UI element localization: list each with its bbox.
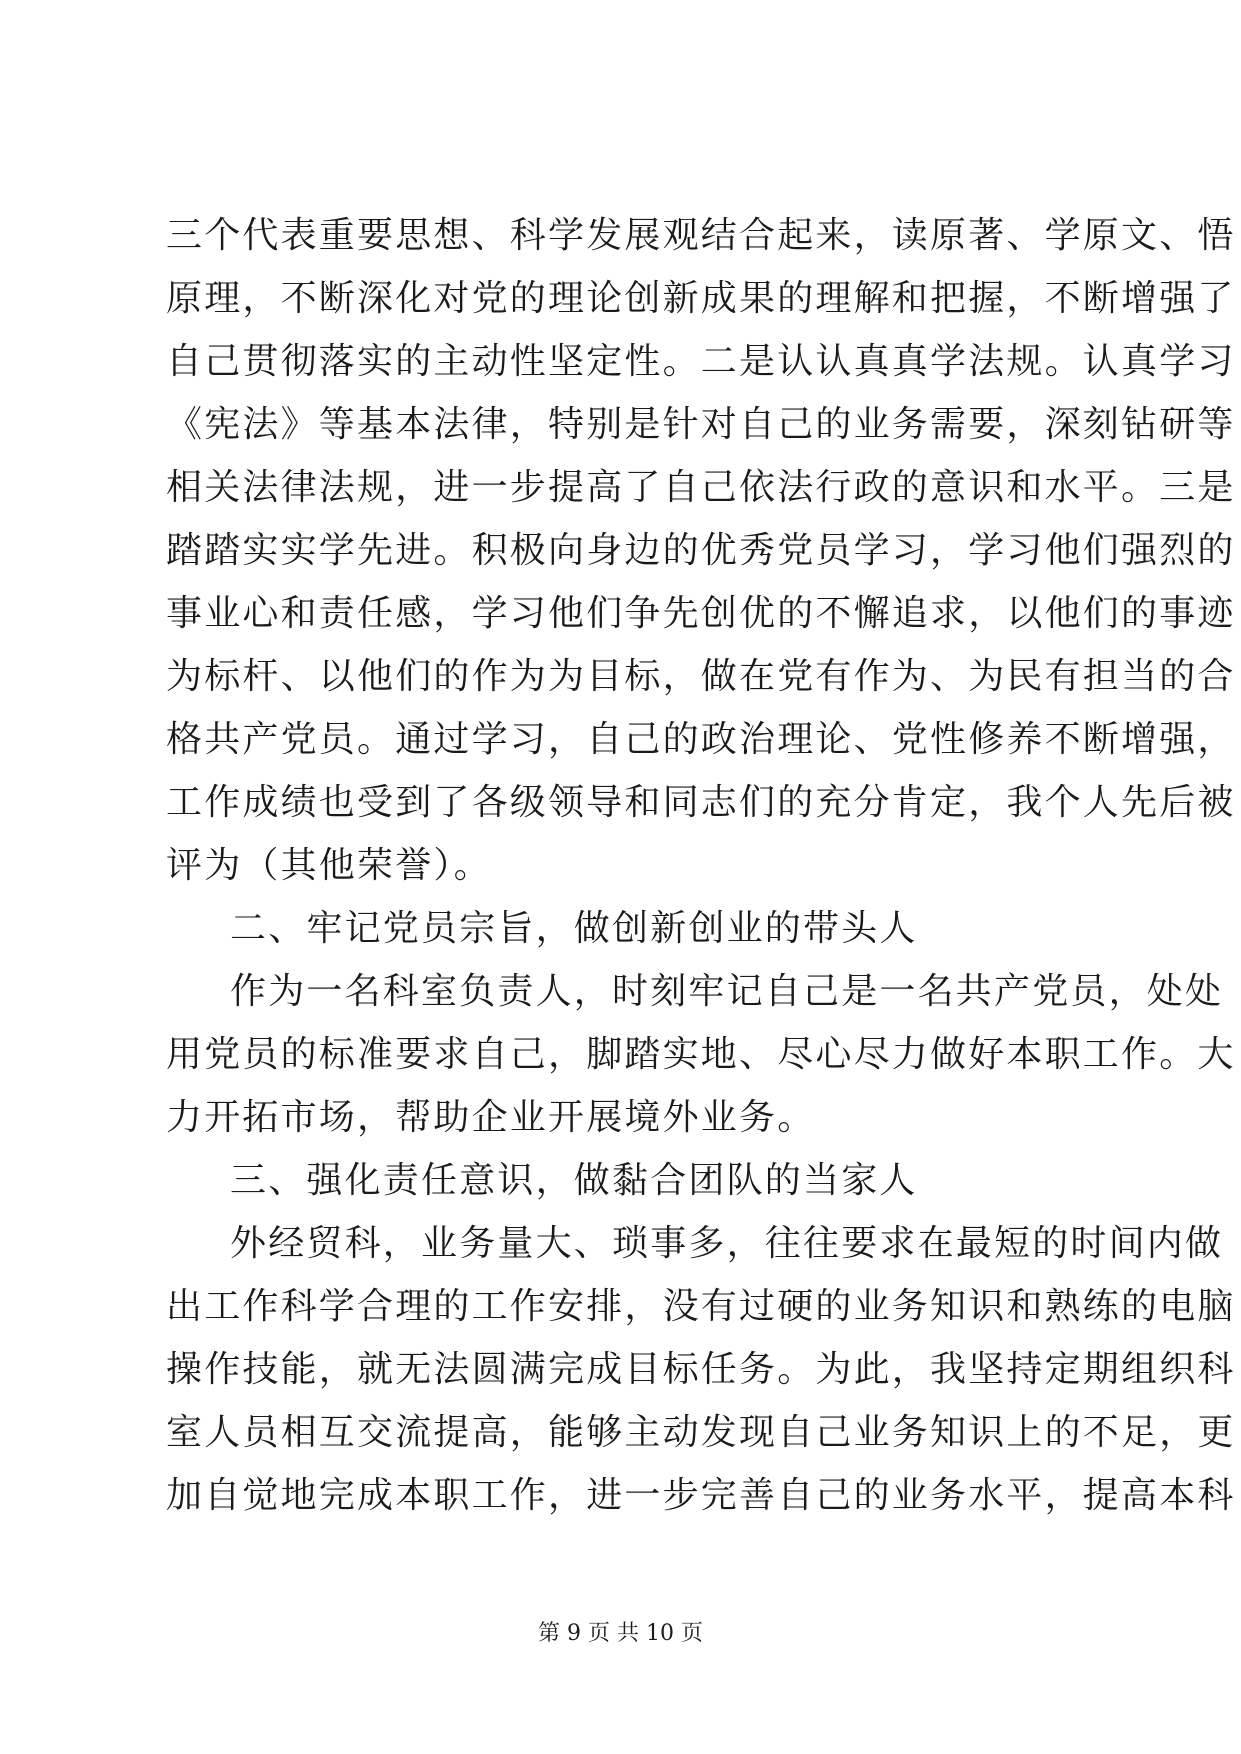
body-line: 用党员的标准要求自己，脚踏实地、尽心尽力做好本职工作。大: [166, 1034, 1236, 1075]
body-line: 为标杆、以他们的作为为目标，做在党有作为、为民有担当的合: [166, 656, 1236, 697]
body-line: 自己贯彻落实的主动性坚定性。二是认认真真学法规。认真学习: [166, 341, 1236, 382]
section-heading: 三、强化责任意识，做黏合团队的当家人: [230, 1160, 918, 1201]
body-line: 踏踏实实学先进。积极向身边的优秀党员学习，学习他们强烈的: [166, 530, 1236, 571]
body-line: 事业心和责任感，学习他们争先创优的不懈追求，以他们的事迹: [166, 593, 1236, 634]
body-line: 工作成绩也受到了各级领导和同志们的充分肯定，我个人先后被: [166, 782, 1236, 823]
body-line: 原理，不断深化对党的理论创新成果的理解和把握，不断增强了: [166, 278, 1236, 319]
body-line: 格共产党员。通过学习，自己的政治理论、党性修养不断增强，: [166, 719, 1236, 760]
body-line: 《宪法》等基本法律，特别是针对自己的业务需要，深刻钻研等: [166, 404, 1236, 445]
paragraph-first-line: 作为一名科室负责人，时刻牢记自己是一名共产党员，处处: [230, 971, 1224, 1012]
section-heading: 二、牢记党员宗旨，做创新创业的带头人: [230, 908, 918, 949]
page-number-footer: 第 9 页 共 10 页: [538, 1621, 703, 1646]
body-line: 力开拓市场，帮助企业开展境外业务。: [166, 1097, 816, 1138]
body-line: 室人员相互交流提高，能够主动发现自己业务知识上的不足，更: [166, 1412, 1236, 1453]
body-line: 评为（其他荣誉）。: [166, 845, 492, 886]
body-line: 相关法律法规，进一步提高了自己依法行政的意识和水平。三是: [166, 467, 1236, 508]
body-line: 加自觉地完成本职工作，进一步完善自己的业务水平，提高本科: [166, 1475, 1236, 1516]
body-line: 操作技能，就无法圆满完成目标任务。为此，我坚持定期组织科: [166, 1349, 1236, 1390]
paragraph-first-line: 外经贸科，业务量大、琐事多，往往要求在最短的时间内做: [230, 1223, 1224, 1264]
body-line: 三个代表重要思想、科学发展观结合起来，读原著、学原文、悟: [166, 215, 1236, 256]
body-line: 出工作科学合理的工作安排，没有过硬的业务知识和熟练的电脑: [166, 1286, 1236, 1327]
